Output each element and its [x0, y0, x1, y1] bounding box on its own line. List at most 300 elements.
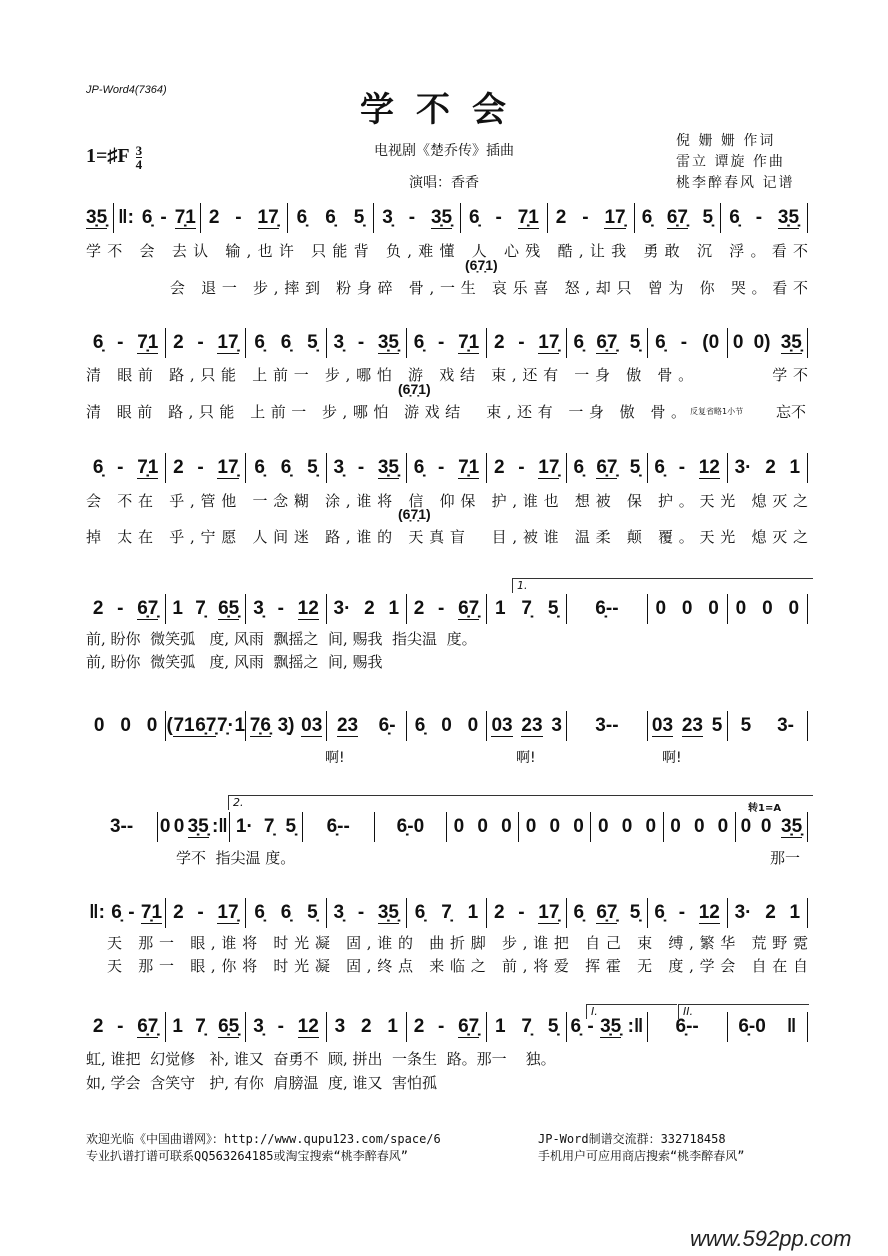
note-group: -: [277, 598, 284, 619]
note-group: 6̣: [413, 457, 425, 478]
note-group: 6̣: [111, 902, 122, 923]
transcriber: 桃李醉春风 记谱: [676, 175, 795, 191]
measure: [303, 812, 375, 842]
measure: [288, 203, 375, 233]
measure: [487, 328, 567, 358]
note-group: 3̣5̣: [600, 1015, 622, 1037]
note-group: 1: [172, 598, 183, 619]
note-group: 17̣: [217, 901, 239, 923]
note-group: 0: [159, 816, 171, 837]
lyric-line: 会 退一 步,摔到 粉身碎 骨,一生 哀乐喜 怒,却只 曾为 你 哭。看不: [86, 279, 808, 297]
lyricist: 倪 姗 姗 作词: [676, 133, 776, 149]
note-group: 2: [765, 457, 776, 478]
modulation: 转1=A: [748, 803, 782, 814]
note-group: -: [755, 207, 763, 228]
measure: [86, 1012, 166, 1042]
note-group: 3: [334, 1016, 346, 1037]
measure: [648, 594, 728, 624]
note-group: 17̣: [217, 456, 239, 478]
alt-notes: (6̣7̣1): [398, 381, 431, 397]
note-group: 2: [493, 902, 505, 923]
note-group: 5̣: [702, 207, 714, 228]
note-group: 3̣5̣: [781, 815, 803, 837]
measure: [166, 453, 246, 483]
repeat-sign: ‖:: [89, 902, 105, 923]
note-group: 5̣: [285, 816, 297, 837]
note-group: 6̣7̣: [596, 331, 618, 353]
repeat-sign: :‖: [211, 816, 228, 837]
note-group: 3--: [595, 715, 619, 736]
note-group: -: [678, 457, 686, 478]
note-group: -: [438, 457, 445, 478]
note-group: 1: [789, 457, 801, 478]
note-group: 2: [413, 1016, 425, 1037]
song-title: 学不会: [360, 90, 528, 130]
note-group: 6̣: [280, 332, 292, 353]
footer-app: 手机用户可应用商店搜索“桃李醉春风”: [538, 1149, 745, 1163]
note-group: 0: [146, 715, 158, 736]
note-group: 7̣1: [140, 901, 163, 923]
note-group: -: [438, 332, 445, 353]
note-group: 6̣: [254, 332, 265, 353]
note-group: 3-: [777, 715, 795, 736]
note-group: 6̣5̣: [218, 597, 240, 619]
note-group: 6̣: [254, 902, 265, 923]
measure: [166, 594, 246, 624]
note-group: 6̣7̣: [666, 206, 688, 228]
measure: [246, 594, 326, 624]
note-group: 0: [467, 715, 479, 736]
measure: [728, 594, 808, 624]
lyric-line: 前, 盼你 微笑弧 度, 风雨 飘摇之 间, 赐我 指尖温 度。: [86, 630, 477, 648]
note-group: 7̣1: [517, 206, 539, 228]
measure: [407, 594, 487, 624]
note-group: 03: [651, 714, 674, 736]
measure: [461, 203, 548, 233]
measure: [728, 453, 808, 483]
note-group: 5: [711, 715, 723, 736]
note-group: 0: [501, 816, 512, 837]
lyric-line: 清 眼前 路,只能 上前一 步,哪怕 游 戏结 束,还有 一身 傲 骨。 学不: [86, 366, 808, 384]
measure: [648, 711, 728, 741]
note-group: 7̣: [263, 816, 275, 837]
note-group: 17̣: [538, 901, 560, 923]
note-group: 6̣: [573, 457, 585, 478]
measure: [736, 812, 808, 842]
note-group: 2: [173, 902, 184, 923]
note-group: 17̣: [604, 206, 626, 228]
note-group: 7̣1: [174, 206, 196, 228]
note-group: 3̣): [277, 715, 295, 736]
note-group: -: [357, 332, 365, 353]
note-group: 0: [717, 816, 729, 837]
measure: [591, 812, 663, 842]
note-group: -: [408, 207, 416, 228]
note-group: 6̣7̣: [137, 1015, 159, 1037]
measure: [86, 898, 166, 928]
note-group: 6̣: [92, 457, 104, 478]
note-group: 1: [172, 1016, 183, 1037]
note-group: 3̣5̣: [777, 206, 800, 228]
note-group: -: [128, 902, 135, 923]
note-group: -: [357, 902, 365, 923]
measure: [648, 453, 728, 483]
note-group: 6̣: [413, 332, 425, 353]
note-group: 6̣: [141, 207, 153, 228]
measure: [728, 1012, 808, 1042]
measure: [246, 898, 326, 928]
note-group: 6̣5̣: [218, 1015, 240, 1037]
note-group: 6̣: [573, 902, 585, 923]
note-group: 6̣-0: [396, 816, 425, 837]
note-group: 6̣: [573, 332, 585, 353]
note-group: -: [117, 332, 124, 353]
lyric-line: 学不 指尖温 度。: [176, 849, 296, 867]
note-group: 5: [740, 715, 752, 736]
note-group: 2: [413, 598, 425, 619]
lyric-line: 清 眼前 路,只能 上前一 步,哪怕 游戏结 束,还有 一身 傲 骨。: [86, 403, 686, 421]
volta-1: 1.: [512, 578, 813, 593]
note-group: 2: [555, 207, 567, 228]
note-group: 0: [655, 598, 667, 619]
note-group: 6̣: [280, 902, 292, 923]
note-group: -: [197, 902, 204, 923]
measure: [327, 1012, 407, 1042]
measure: [327, 711, 407, 741]
note-group: 0): [753, 332, 771, 353]
measure: [487, 898, 567, 928]
note-group: 6̣7̣: [458, 1015, 480, 1037]
note-group: 17̣: [257, 206, 279, 228]
staff-system: [86, 1012, 808, 1042]
measure: [487, 711, 567, 741]
note-group: 2: [208, 207, 220, 228]
measure: [246, 1012, 326, 1042]
measure: [567, 328, 647, 358]
measure: [166, 1012, 246, 1042]
note-group: 12: [297, 1015, 319, 1037]
note-group: 3·: [734, 457, 752, 478]
note-group: 12: [698, 456, 720, 478]
lyric-line: 天 那一 眼,谁将 时光凝 固,谁的 曲折脚 步,谁把 自己 束 缚,繁华 荒野霓: [86, 934, 808, 952]
note-group: 6̣: [655, 332, 666, 353]
note-group: 1·: [235, 816, 253, 837]
note-group: 7̣: [195, 1016, 206, 1037]
note-group: 0: [621, 816, 633, 837]
note-group: 1: [789, 902, 801, 923]
measure: [201, 203, 288, 233]
note-group: 0: [670, 816, 681, 837]
note-group: 6̣: [654, 902, 665, 923]
note-group: 0: [525, 816, 537, 837]
note-group: 6̣-: [378, 715, 396, 736]
note-group: 7̣: [195, 598, 206, 619]
note-group: 0: [681, 598, 693, 619]
note-group: 6̣7̣: [596, 901, 618, 923]
measure: [246, 453, 326, 483]
note-group: 7̣1: [458, 456, 480, 478]
note-group: -: [197, 457, 204, 478]
note-group: 3·: [333, 598, 351, 619]
lyric-line: 那一: [770, 849, 801, 867]
credits: [676, 131, 794, 194]
note-group: 0: [740, 816, 752, 837]
note-group: 6̣: [729, 207, 740, 228]
staff-system: [86, 812, 808, 842]
note-group: -: [197, 332, 204, 353]
measure: [86, 203, 114, 233]
note-group: -: [117, 1016, 124, 1037]
note-group: 0: [645, 816, 657, 837]
note-group: 0: [549, 816, 561, 837]
note-group: -: [678, 902, 686, 923]
measure: [246, 711, 326, 741]
note-group: 6̣: [280, 457, 292, 478]
composer: 雷立 谭旋 作曲: [676, 154, 785, 170]
lyric-line: 学不 会 去认 输,也许 只能背 负,难懂 人 心残 酷,让我 勇敢 沉 浮。看不: [86, 242, 808, 260]
note-group: 1: [387, 1016, 398, 1037]
note-group: 0: [173, 816, 185, 837]
note-group: 7̣1: [137, 331, 159, 353]
note-group: 3̣5̣: [430, 206, 453, 228]
note-group: 6̣--: [675, 1016, 699, 1037]
note-group: 3̣5̣: [780, 331, 802, 353]
measure: [114, 203, 201, 233]
note-group: 0: [732, 332, 744, 353]
note-group: 17̣: [217, 331, 239, 353]
note-group: 2: [493, 457, 505, 478]
note-group: -: [438, 1016, 445, 1037]
note-group: 7̣: [441, 902, 452, 923]
note-group: 3̣5̣: [187, 815, 209, 837]
measure: [728, 898, 808, 928]
note-group: 7̣: [521, 598, 532, 619]
note-group: 6̣: [654, 457, 665, 478]
note-group: 23: [521, 714, 543, 736]
note-group: 03: [301, 714, 323, 736]
note-group: 5̣: [629, 332, 641, 353]
lyric-line: 天 那一 眼,你将 时光凝 固,终点 来临之 前,将爱 挥霍 无 度,学会 自在自: [86, 957, 808, 975]
note-group: -: [587, 1016, 594, 1037]
note-group: 2: [765, 902, 776, 923]
note-group: 6̣7̣: [458, 597, 480, 619]
note-group: 0: [573, 816, 584, 837]
measure: [648, 898, 728, 928]
measure: [327, 898, 407, 928]
lyric-tail: 忘不: [776, 403, 807, 421]
repeat-sign: :‖: [627, 1016, 644, 1037]
note-group: 17̣: [538, 456, 560, 478]
time-top: 3: [135, 143, 143, 158]
note-group: 0: [477, 816, 488, 837]
note-group: -: [518, 457, 525, 478]
note-group: 0: [762, 598, 773, 619]
note-group: 7̣1: [458, 331, 480, 353]
note-group: 6̣7̣: [195, 714, 217, 736]
note-group: 23: [336, 714, 359, 736]
measure: [648, 328, 728, 358]
lyric-line: 掉 太在 乎,宁愿 人间迷 路,谁的 天真盲 目,被谁 温柔 颠 覆。天光 熄灭之: [86, 528, 808, 546]
measure: [519, 812, 591, 842]
note-group: 0: [708, 598, 719, 619]
note-group: 7̣1: [137, 456, 159, 478]
note-group: 1: [467, 902, 479, 923]
note-group: 2: [92, 1016, 104, 1037]
measure: [407, 711, 487, 741]
alt-notes: (6̣7̣1): [465, 257, 498, 273]
measure: [407, 898, 487, 928]
note-group: 2: [173, 332, 184, 353]
volta-2: 2.: [228, 795, 813, 810]
subtitle: 电视剧《楚乔传》插曲: [374, 143, 514, 159]
note-group: 7̣6̣: [249, 714, 271, 736]
note-group: 6̣: [570, 1016, 582, 1037]
measure: [567, 711, 647, 741]
lyric-line: 前, 盼你 微笑弧 度, 风雨 飘摇之 间, 赐我: [86, 653, 383, 671]
note-group: 3--: [109, 816, 134, 837]
note-group: 0: [453, 816, 465, 837]
measure: [246, 328, 326, 358]
note-group: 3̣: [333, 332, 345, 353]
note-group: 6̣--: [326, 816, 350, 837]
measure: [166, 711, 246, 741]
note-group: 3̣: [333, 457, 345, 478]
watermark: www.592pp.com: [690, 1226, 852, 1251]
note-group: -: [680, 332, 688, 353]
note-group: 3̣5̣: [377, 456, 399, 478]
note-group: 0: [693, 816, 705, 837]
measure: [407, 453, 487, 483]
note-group: 6̣7̣: [137, 597, 159, 619]
note-group: 5̣: [307, 332, 318, 353]
note-group: 3̣5̣: [86, 206, 108, 228]
note-group: 6̣7̣: [596, 456, 618, 478]
note-group: 6̣: [325, 207, 336, 228]
measure: [728, 328, 808, 358]
note-group: 6̣: [414, 902, 426, 923]
note-group: 0: [441, 715, 452, 736]
measure: [567, 594, 647, 624]
measure: [567, 1012, 647, 1042]
measure: [374, 203, 461, 233]
staff-system: [86, 203, 808, 233]
note-group: 3̣5̣: [377, 901, 399, 923]
note-group: 3̣: [253, 1016, 264, 1037]
measure: [327, 328, 407, 358]
note-group: 3̣: [382, 207, 393, 228]
footer-contact: 专业扒谱打谱可联系QQ563264185或淘宝搜索“桃李醉春风”: [86, 1149, 408, 1163]
note-group: -: [117, 457, 124, 478]
measure: [327, 594, 407, 624]
note-group: -: [277, 1016, 284, 1037]
note-group: -: [518, 902, 525, 923]
measure: [635, 203, 722, 233]
note-group: 5̣: [547, 598, 559, 619]
repeat-sign: ‖:: [118, 207, 134, 228]
note-group: 17̣: [538, 331, 560, 353]
note-group: 5̣: [307, 902, 318, 923]
note-group: 23: [681, 714, 703, 736]
note-group: 6̣: [92, 332, 104, 353]
measure: [728, 711, 808, 741]
measure: [86, 711, 166, 741]
measure: [86, 594, 166, 624]
measure: [158, 812, 230, 842]
note-group: 1: [495, 598, 506, 619]
note-group: 1: [388, 598, 400, 619]
measure: [230, 812, 302, 842]
note-group: 0: [598, 816, 609, 837]
note-group: 3·: [734, 902, 752, 923]
lyric-line: 会 不在 乎,管他 一念糊 涂,谁将 信 仰保 护,谁也 想被 保 护。天光 熄灭之: [86, 492, 808, 510]
note-group: 6̣-0: [738, 1016, 766, 1037]
note-group: -: [518, 332, 525, 353]
staff-system: [86, 594, 808, 624]
note-group: -: [160, 207, 167, 228]
note-group: -: [117, 598, 124, 619]
note-group: 6̣: [469, 207, 480, 228]
note-group: (: [166, 715, 173, 736]
note-group: 6̣--: [595, 598, 619, 619]
note-group: 12: [698, 901, 720, 923]
note-group: 5̣: [629, 902, 641, 923]
staff-system: [86, 328, 808, 358]
repeat-note: 反复省略1小节: [690, 407, 744, 416]
time-bottom: 4: [135, 157, 143, 172]
measure: [664, 812, 736, 842]
note-group: 3: [551, 715, 562, 736]
measure: [166, 328, 246, 358]
note-group: 7̣·: [217, 715, 234, 736]
measure: [375, 812, 447, 842]
staff-system: [86, 711, 808, 741]
note-group: -: [582, 207, 589, 228]
note-group: 3̣: [333, 902, 345, 923]
volta-second-ending: II.: [678, 1004, 809, 1019]
note-group: 0: [120, 715, 131, 736]
note-group: 6̣: [254, 457, 265, 478]
note-group: -: [495, 207, 502, 228]
volta-first-ending: I.: [586, 1004, 677, 1019]
note-group: 2: [364, 598, 375, 619]
note-group: -: [357, 457, 365, 478]
measure: [567, 898, 647, 928]
software-label: JP-Word4(7364): [86, 84, 167, 96]
measure: [487, 594, 567, 624]
singer: 演唱：香香: [409, 175, 479, 191]
note-group: -: [235, 207, 242, 228]
note-group: 5̣: [547, 1016, 559, 1037]
note-group: 6̣: [296, 207, 308, 228]
note-group: 0: [735, 598, 747, 619]
footer-website: 欢迎光临《中国曲谱网》：http://www.qupu123.com/space/6: [86, 1132, 441, 1146]
footer-group: JP-Word制谱交流群：332718458: [538, 1132, 726, 1146]
measure: [721, 203, 808, 233]
measure: [86, 812, 158, 842]
measure: [166, 898, 246, 928]
measure: [487, 1012, 567, 1042]
measure: [447, 812, 519, 842]
note-group: 2: [493, 332, 505, 353]
note-group: 2: [173, 457, 184, 478]
note-group: 5̣: [629, 457, 641, 478]
lyric-line: 虹, 谁把 幻觉修 补, 谁又 奋勇不 顾, 拼出 一条生 路。那一 独。: [86, 1050, 556, 1068]
lyric-ah: 啊!: [516, 750, 536, 766]
measure: [407, 1012, 487, 1042]
measure: [86, 453, 166, 483]
lyric-ah: 啊!: [325, 750, 345, 766]
measure: [548, 203, 635, 233]
